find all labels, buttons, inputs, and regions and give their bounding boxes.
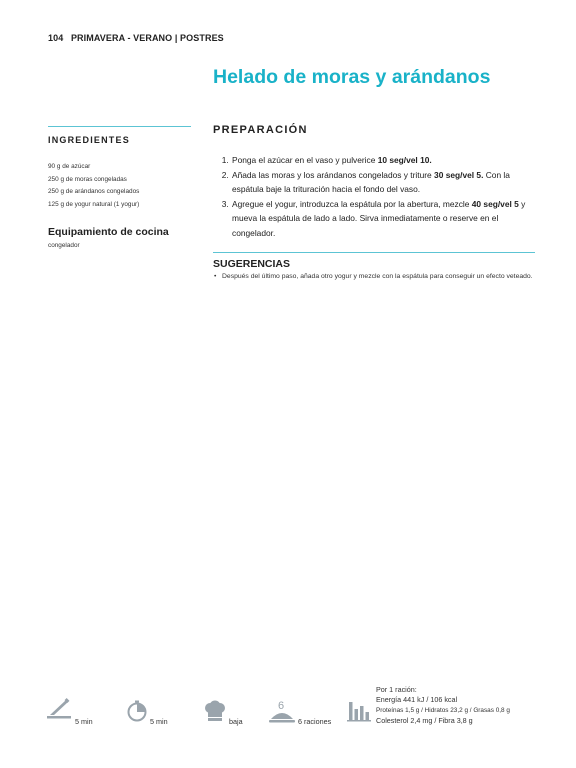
ingredients-heading: INGREDIENTES <box>48 135 130 145</box>
section-label: PRIMAVERA - VERANO | POSTRES <box>70 33 224 43</box>
preparation-step <box>231 153 535 168</box>
recipe-info-footer <box>44 682 544 732</box>
right-column <box>213 124 535 282</box>
step-text: y mueva la espátula de lado a lado. Sirva inmediatamente o reserve en el congelador. <box>232 198 526 238</box>
serving-dish-icon <box>269 710 295 729</box>
step-text: Ponga el azúcar en el vaso y pulverice <box>232 155 378 165</box>
step-setting: 40 seg/vel 5 <box>471 198 519 209</box>
preparation-heading: PREPARACIÓN <box>213 124 308 136</box>
ingredient-item: 250 g de arándanos congelados <box>48 188 140 196</box>
prep-time-label: 5 min <box>75 717 93 726</box>
preparation-step <box>231 197 535 241</box>
knife-board-icon <box>46 698 72 725</box>
servings-number: 6 <box>278 700 285 712</box>
step-setting: 30 seg/vel 5. <box>434 169 484 180</box>
equipment-item: congelador <box>48 242 80 250</box>
suggestions-heading: SUGERENCIAS <box>213 257 291 270</box>
preparation-step <box>231 168 535 197</box>
ingredient-item: 90 g de azúcar <box>48 163 91 170</box>
left-column <box>48 126 191 249</box>
ingredient-item: 250 g de moras congeladas <box>48 175 127 183</box>
preparation-steps <box>213 153 535 241</box>
equipment-heading: Equipamiento de cocina <box>48 226 169 239</box>
difficulty-label: baja <box>229 717 243 726</box>
page-number: 104 <box>48 33 64 43</box>
chef-hat-icon <box>204 700 226 727</box>
nutrition-info <box>376 685 510 726</box>
timer-icon <box>126 700 148 727</box>
step-text: Añada las moras y los arándanos congelados y triture <box>232 169 435 180</box>
suggestions-divider <box>213 252 535 253</box>
ingredients-divider <box>48 126 191 127</box>
bar-chart-icon <box>347 700 371 727</box>
nutrition-heading: Por 1 ración: <box>376 685 417 694</box>
nutrition-macros: Proteínas 1,5 g / Hidratos 23,2 g / Grasas 0,8 g <box>376 706 510 714</box>
nutrition-other: Colesterol 2,4 mg / Fibra 3,8 g <box>376 715 473 725</box>
page-header <box>48 33 224 43</box>
suggestion-item: • Después del último paso, añada otro yogur y mezcle con la espátula para conseguir un efecto veteado. <box>213 272 535 283</box>
step-text: Con la espátula baje la trituración hacia el fondo del vaso. <box>232 169 510 195</box>
recipe-title: Helado de moras y arándanos <box>213 66 491 88</box>
step-text: Agregue el yogur, introduzca la espátula por la abertura, mezcle <box>232 198 472 209</box>
suggestions-list <box>213 272 535 283</box>
step-setting: 10 seg/vel 10. <box>377 155 432 165</box>
ingredients-list <box>48 161 191 211</box>
nutrition-energy: Energía 441 kJ / 106 kcal <box>376 695 458 705</box>
total-time-label: 5 min <box>150 717 168 726</box>
servings-label: 6 raciones <box>298 717 332 726</box>
ingredient-item: 125 g de yogur natural (1 yogur) <box>48 200 140 208</box>
